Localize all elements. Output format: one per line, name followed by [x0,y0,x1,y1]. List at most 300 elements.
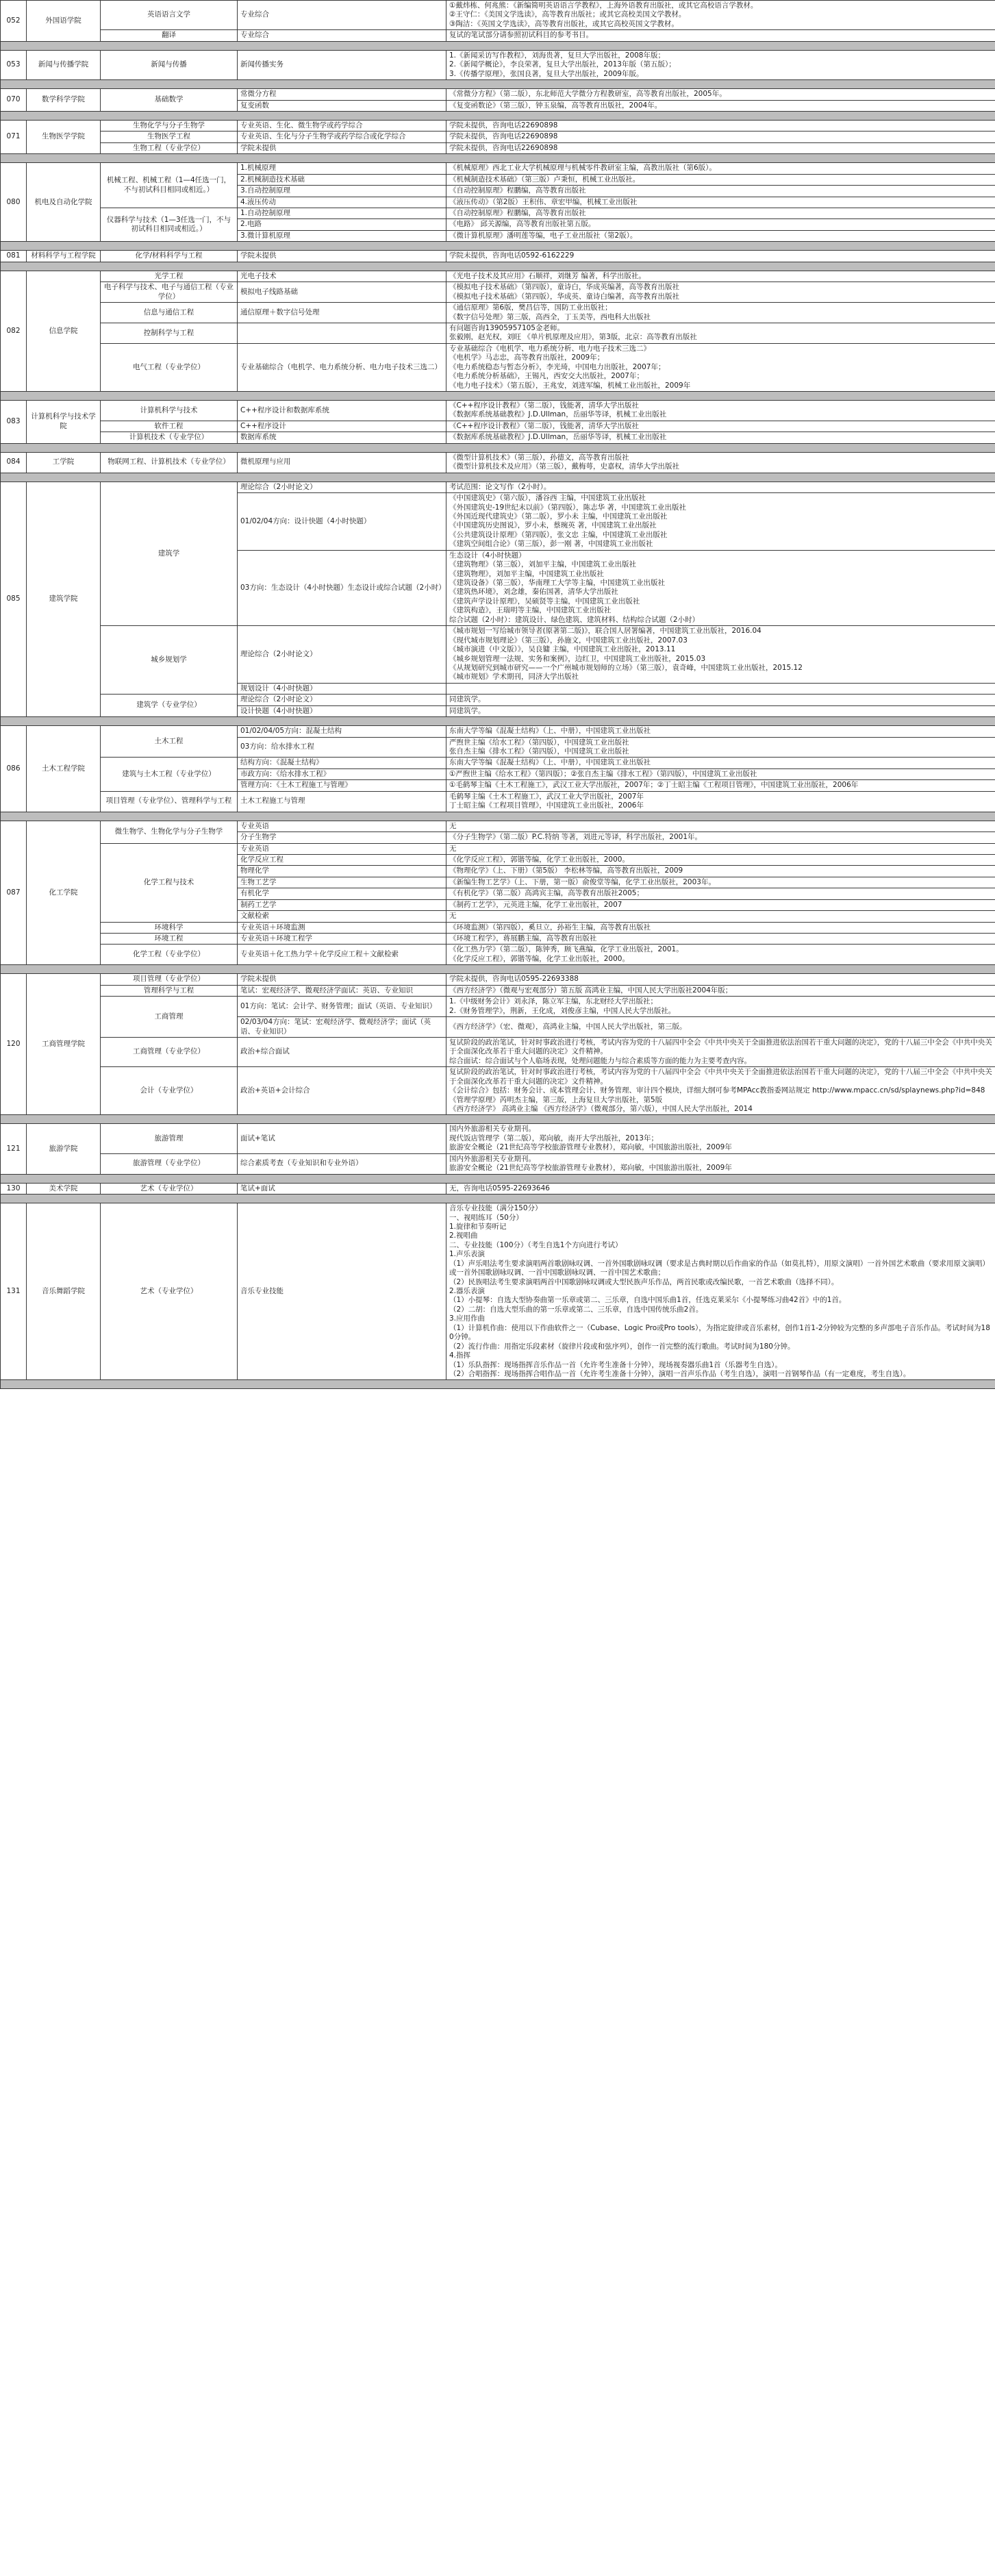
exam-subject-cell: 市政方向：《给水排水工程》 [238,768,446,779]
reference-books-cell [446,132,995,142]
reference-book-line: 《化学反应工程》，郭锴等编，化学工业出版社，2000。 [449,954,629,963]
reference-books-cell [446,985,995,996]
separator-cell [1,392,995,401]
reference-book-line: 东南大学等编《混凝土结构》（上、中册），中国建筑工业出版社 [449,727,651,736]
major-cell: 项目管理（专业学位）、管理科学与工程 [101,791,238,812]
reference-book-line: 《C++程序设计教程》（第二版），钱能著，清华大学出版社 [449,421,639,430]
reference-books-cell [446,432,995,443]
reference-book-line: 无，咨询电话0595-22693646 [449,1184,550,1192]
exam-subject-cell: 4.液压传动 [238,197,446,208]
reference-books-cell [446,89,995,100]
exam-subject-cell: 1.自动控制原理 [238,208,446,219]
major-cell: 计算机科学与技术 [101,401,238,421]
major-cell: 翻译 [101,30,238,41]
major-cell: 城乡规划学 [101,626,238,695]
reference-book-line: 《化工热力学》（第二版），陈钟秀，顾飞燕编，化学工业出版社，2001。 [449,945,683,954]
exam-subject-cell: 笔试：宏观经济学、微观经济学面试：英语、专业知识 [238,985,446,996]
reference-book-line: 《建筑热环境》，刘念雄，秦佑国著，清华大学出版社 [449,588,618,597]
major-cell: 化学/材料科学与工程 [101,251,238,262]
table-row [1,452,995,473]
reference-books-cell [446,911,995,922]
major-cell: 软件工程 [101,421,238,432]
college-code: 070 [1,89,27,112]
section-separator [1,1195,995,1203]
exam-subject-cell: 微机原理与应用 [238,452,446,473]
exam-subject-cell: 专业英语、生化与分子生物学或药学综合或化学综合 [238,132,446,142]
exam-subject-cell: 新闻传播实务 [238,50,446,79]
reference-book-line: 同建筑学。 [449,706,486,715]
college-name: 机电及自动化学院 [27,163,101,242]
exam-subject-cell: 3.自动控制原理 [238,186,446,197]
exam-subject-cell: 理论综合（2小时论文） [238,482,446,492]
reference-books-cell [446,705,995,716]
separator-cell [1,262,995,271]
reference-book-line: 学院未提供，咨询电话22690898 [449,121,558,129]
reference-books-cell [446,343,995,391]
reference-book-line: 一、视唱练耳（50分） [449,1213,523,1222]
section-separator [1,154,995,163]
college-code: 085 [1,482,27,717]
major-cell: 工商管理 [101,997,238,1038]
reference-book-line: 综合面试：综合面试与个人临场表现，处理问题能力与综合素质等方面的能力为主要考查内容。 [449,1056,751,1065]
reference-book-line: 3.应用作曲 [449,1314,486,1323]
reference-books-cell [446,452,995,473]
reference-book-line: 《模拟电子技术基础》（第四版），华成英、童诗白编著，高等教育出版社 [449,292,679,301]
table-row [1,758,995,768]
college-code: 071 [1,120,27,153]
reference-books-cell [446,821,995,831]
table-row [1,997,995,1017]
table-row [1,89,995,100]
reference-book-line: 《外国近现代建筑史》（第二版），罗小未 主编，中国建筑工业出版社 [449,512,668,521]
reference-book-line: 《中国建筑历史图说》，罗小未，蔡琬英 著，中国建筑工业出版社 [449,521,657,530]
college-code: 081 [1,251,27,262]
exam-subject-cell: 政治+综合面试 [238,1037,446,1066]
table-row [1,303,995,323]
reference-book-line: 生态设计（4小时快题） [449,551,526,560]
reference-book-line: 《建筑声学设计原理》，吴硕贤等主编，中国建筑工业出版社 [449,597,640,605]
exam-subject-cell: 专业基础综合（电机学、电力系统分析、电力电子技术三选二） [238,343,446,391]
major-cell: 物联网工程、计算机技术（专业学位） [101,452,238,473]
reference-book-line: 1.《中级财务会计》刘永泽，陈立军主编，东北财经大学出版社； [449,997,658,1006]
reference-book-line: （2）合唱指挥：现场指挥合唱作品一首（允许考生准备十分钟），演唱一首声乐作品（考生自选），演唱一首钢琴作品（有一定难度，考生自选）。 [449,1369,911,1378]
separator-cell [1,80,995,89]
exam-subject-cell: 生物工艺学 [238,877,446,888]
table-row [1,626,995,684]
exam-subject-cell: 管理方向：《土木工程施工与管理》 [238,780,446,791]
reference-books-cell [446,197,995,208]
table-row [1,945,995,965]
reference-book-line: 考试范围：论文写作（2小时）。 [449,482,551,491]
reference-book-line: （1）小提琴：自选大型协奏曲第一乐章或第二、三乐章，自选中国乐曲1首，任选克莱采尔《小提琴练习曲42首》中的1首。 [449,1296,846,1305]
table-row [1,271,995,282]
separator-cell [1,443,995,452]
reference-book-line: 《城乡规划管理一法规、实务和案例》，边红卫，中国建筑工业出版社，2015.03 [449,654,706,663]
college-code: 080 [1,163,27,242]
reference-book-line: 张毅刚，赵光权，刘旺 《单片机原理及应用》，第3版，北京：高等教育出版社 [449,333,697,342]
major-cell: 信息与通信工程 [101,303,238,323]
reference-books-cell [446,142,995,153]
reference-books-cell [446,737,995,758]
reference-book-line: 复试阶段的政治笔试，针对时事政治进行考核，考试内容为党的十八届四中全会《中共中央关于全面推进依法治国若干重大问题的决定》，党的十八届三中全会《中共中央关于全面深化改革若干重大问题的决定》文件精神。 [449,1038,992,1056]
section-separator [1,41,995,50]
reference-book-line: 《分子生物学》（第二版）P.C.特纳 等著，刘进元等译，科学出版社，2001年。 [449,833,703,842]
exam-subject-cell: 3.微计算机原理 [238,230,446,241]
table-row [1,401,995,421]
reference-book-line: 《现代城市规划理论》（第三版），孙施文，中国建筑工业出版社，2007.03 [449,636,688,645]
major-cell: 建筑学 [101,482,238,626]
reference-books-cell [446,230,995,241]
reference-book-line: 东南大学等编《混凝土结构》（上、中册），中国建筑工业出版社 [449,758,651,767]
table-row [1,120,995,131]
reference-book-line: 2.视唱曲 [449,1231,478,1240]
reference-books-cell [446,922,995,933]
reference-book-line: 《电力电子技术》（第五版），王兆安，刘进军编，机械工业出版社，2009年 [449,381,691,390]
reference-book-line: 2.《财务管理学》，荆新，王化成，刘俊彦主编，中国人民大学出版社。 [449,1006,676,1015]
reference-book-line: 《建筑空间组合论》（第三版），彭一刚 著，中国建筑工业出版社 [449,540,653,549]
reference-books-cell [446,832,995,843]
reference-books-cell [446,100,995,111]
exam-subject-cell: 数据库系统 [238,432,446,443]
section-separator [1,717,995,726]
exam-subject-cell: 分子生物学 [238,832,446,843]
table-row [1,934,995,945]
major-cell: 英语语言文学 [101,1,238,30]
reference-books-cell [446,1,995,30]
exam-subject-cell: 政治+英语+会计综合 [238,1067,446,1115]
major-cell: 环境科学 [101,922,238,933]
major-cell: 电子科学与技术、电子与通信工程（专业学位） [101,282,238,303]
reference-book-line: 有问题咨询13905957105金老师。 [449,323,564,332]
reference-book-line: 《电力系统稳态与暂态分析》，李光琦，中国电力出版社，2007年； [449,362,666,371]
exam-subject-cell: 学院未提供 [238,142,446,153]
reference-books-cell [446,163,995,174]
separator-cell [1,965,995,974]
table-row [1,50,995,79]
reference-books-cell [446,899,995,910]
reference-book-line: 《制药工艺学》，元英进主编，化学工业出版社，2007 [449,900,622,909]
reference-book-line: 《中国建筑史》（第六版），潘谷西 主编，中国建筑工业出版社 [449,494,646,503]
reference-book-line: 《复变函数论》（第三版），钟玉泉编，高等教育出版社，2004年。 [449,101,662,110]
major-cell: 工商管理（专业学位） [101,1037,238,1066]
table-row [1,163,995,174]
table-row [1,1183,995,1194]
exam-subject-cell: 1.机械原理 [238,163,446,174]
major-cell: 项目管理（专业学位） [101,974,238,985]
reference-book-line: 国内外旅游相关专业期刊。 [449,1154,536,1163]
reference-book-line: 《数字信号处理》第三版，高西全，丁玉美等，西电科大出版社 [449,312,651,321]
exam-subject-cell: 专业英语 [238,843,446,854]
college-code: 082 [1,271,27,391]
reference-book-line: 《物理化学》（上、下册）（第5版） 李松林等编，高等教育出版社，2009 [449,866,683,875]
reference-books-cell [446,1124,995,1153]
reference-books-cell [446,186,995,197]
exam-subject-cell: 专业英语 [238,821,446,831]
reference-book-line: 《城市规划》学术期刊，同济大学出版社 [449,673,579,681]
section-separator [1,443,995,452]
table-row [1,323,995,343]
exam-subject-cell: 有机化学 [238,888,446,899]
reference-books-cell [446,50,995,79]
reference-books-cell [446,1203,995,1380]
table-row [1,1067,995,1115]
major-cell: 基础数学 [101,89,238,112]
reference-books-cell [446,120,995,131]
reference-book-line: （1）声乐唱法考生要求演唱两首歌剧咏叹调、一首外国歌剧咏叹调（要求是古典时期以后作曲家的作品（如莫扎特），用原文演唱）一首外国艺术歌曲（要求用原文演唱）或一首外国歌剧咏叹调、一首中国歌剧咏叹调、一首中国艺术歌曲； [449,1259,990,1277]
exam-subject-cell: 设计快题（4小时快题） [238,705,446,716]
section-separator [1,262,995,271]
section-separator [1,80,995,89]
reference-books-cell [446,421,995,432]
college-name: 生物医学学院 [27,120,101,153]
major-cell: 环境工程 [101,934,238,945]
college-name: 材料科学与工程学院 [27,251,101,262]
college-code: 131 [1,1203,27,1380]
reference-book-line: 《新编生物工艺学》（上、下册，第一版）俞俊堂等编，化学工业出版社，2003年。 [449,877,716,886]
reference-book-line: 张自杰主编《排水工程》（第四版），中国建筑工业出版社 [449,747,629,755]
major-cell: 生物化学与分子生物学 [101,120,238,131]
college-name: 工商管理学院 [27,974,101,1115]
reference-books-cell [446,174,995,185]
reference-book-line: 复试阶段的政治笔试，针对时事政治进行考核，考试内容为党的十八届四中全会《中共中央关于全面推进依法治国若干重大问题的决定》，党的十八届三中全会《中共中央关于全面深化改革若干重大问题的决定》文件精神。 [449,1068,992,1086]
exam-subject-cell: 光电子技术 [238,271,446,282]
reference-book-line: 学院未提供，咨询电话0595-22693388 [449,975,579,984]
section-separator [1,965,995,974]
reference-book-line: 《建筑构造》，王瑞明等主编，中国建筑工业出版社 [449,606,612,615]
separator-cell [1,41,995,50]
reference-books-cell [446,1037,995,1066]
reference-book-line: 无 [449,821,457,830]
separator-cell [1,1380,995,1389]
table-row [1,974,995,985]
reference-books-cell [446,934,995,945]
reference-book-line: 《环境监测》（第四版），奚旦立，孙裕生主编，高等教育出版社 [449,923,651,931]
section-separator [1,392,995,401]
section-separator [1,473,995,482]
table-row [1,1153,995,1174]
reference-book-line: 现代饭店管理学（第二版），郑向敏，南开大学出版社，2013年； [449,1134,658,1142]
reference-books-cell [446,945,995,965]
exam-subject-cell: 理论综合（2小时论文） [238,626,446,684]
exam-subject-cell: 学院未提供 [238,251,446,262]
major-cell: 生物工程（专业学位） [101,142,238,153]
reference-books-cell [446,271,995,282]
exam-subject-cell: 专业英语、生化、微生物学或药学综合 [238,120,446,131]
table-row [1,821,995,831]
table-row [1,791,995,812]
college-name: 新闻与传播学院 [27,50,101,79]
reference-books-cell [446,282,995,303]
reference-book-line: 《电路》 邱关源编，高等教育出版社第五版。 [449,220,596,229]
reference-books-cell [446,550,995,626]
reference-book-line: 《管理学原理》芮明杰主编，第三版，上海复旦大学出版社，第5版 [449,1095,663,1104]
section-separator [1,242,995,251]
exam-subject-cell: 03方向：生态设计（4小时快题）生态设计或综合试题（2小时） [238,550,446,626]
reference-book-line: 《会计综合》包括：财务会计、成本管理会计、财务管理、审计四个模块，详细大纲可参考MPAcc教指委网站规定 http://www.mpacc.cn/sd/splaynews.php?id=848 [449,1086,985,1095]
reference-books-cell [446,1183,995,1194]
exam-subject-cell: 复变函数 [238,100,446,111]
reference-books-cell [446,1153,995,1174]
major-cell: 新闻与传播 [101,50,238,79]
college-name: 化工学院 [27,821,101,965]
separator-cell [1,1174,995,1183]
major-cell: 旅游管理 [101,1124,238,1153]
exam-subject-cell: 2.电路 [238,219,446,230]
college-name: 计算机科学与技术学院 [27,401,101,444]
table-row [1,726,995,737]
reference-books-cell [446,303,995,323]
reference-book-line: ②王守仁：《美国文学选读》，高等教育出版社；或其它高校美国文学教材。 [449,10,686,19]
reference-book-line: 《数据库系统基础教程》J.D.Ullman，岳丽华等译，机械工业出版社 [449,410,667,419]
exam-subject-cell: 通信原理＋数字信号处理 [238,303,446,323]
reference-book-line: 严煦世主编《给水工程》（第四版），中国建筑工业出版社 [449,738,629,747]
reference-book-line: 《常微分方程》（第二版），东北师范大学微分方程教研室，高等教育出版社，2005年。 [449,90,727,99]
major-cell: 旅游管理（专业学位） [101,1153,238,1174]
major-cell: 管理科学与工程 [101,985,238,996]
exam-subject-cell: 专业英语＋化工热力学＋化学反应工程＋文献检索 [238,945,446,965]
reference-book-line: 综合试题（2小时）：建筑设计、绿色建筑、建筑材料、结构综合试题（2小时） [449,615,700,624]
reference-book-line: 《城市演进（中文版）》，吴良镛 主编，中国建筑工业出版社，2013.11 [449,645,676,654]
reference-books-cell [446,695,995,705]
reference-book-line: 《从规划研究到城市研究——一个广州城市规划师的立场》（第三版），袁奇峰，中国建筑工业出版社，2015.12 [449,663,803,672]
reference-book-line: 《机械制造技术基础》（第三版）卢秉恒，机械工业出版社。 [449,175,640,184]
college-name: 外国语学院 [27,1,101,42]
college-code: 053 [1,50,27,79]
reference-book-line: 《自动控制原理》程鹏编，高等教育出版社 [449,209,586,217]
reference-book-line: 《化学反应工程》，郭锴等编，化学工业出版社，2000。 [449,855,629,864]
reference-book-line: 1.旋律和节奏听记 [449,1222,507,1231]
section-separator [1,812,995,821]
major-cell: 艺术（专业学位） [101,1183,238,1194]
exam-subject-cell: C++程序设计和数据库系统 [238,401,446,421]
college-name: 信息学院 [27,271,101,391]
section-separator [1,111,995,120]
reference-book-line: 学院未提供，咨询电话22690898 [449,132,558,141]
exam-subject-cell: 01/02/04方向：设计快题（4小时快题） [238,493,446,551]
table-row [1,432,995,443]
reference-book-line: 《公共建筑设计原理》（第四版），张文忠 主编，中国建筑工业出版社 [449,530,668,539]
section-separator [1,1174,995,1183]
reference-book-line: 《城市规划一写给城市领导者(原著第二版)》，联合国人居署编著，中国建筑工业出版社，2016.04 [449,627,761,636]
reference-books-cell [446,493,995,551]
reference-book-line: 《电机学》马志忠，高等教育出版社，2009年； [449,353,605,362]
reference-book-line: 无 [449,844,457,853]
college-code: 087 [1,821,27,965]
reference-book-line: 旅游安全概论（21世纪高等学校旅游管理专业教材），郑向敏，中国旅游出版社，2009年 [449,1143,732,1152]
separator-cell [1,154,995,163]
major-cell: 化学工程（专业学位） [101,945,238,965]
table-row [1,132,995,142]
college-code: 084 [1,452,27,473]
table-row [1,1,995,30]
exam-subject-cell: 物理化学 [238,866,446,877]
reference-books-cell [446,974,995,985]
table-row [1,30,995,41]
exam-subject-cell: 专业综合 [238,30,446,41]
reference-books-cell [446,854,995,865]
reference-book-line: 《微型计算机技术》（第三版），孙德文，高等教育出版社 [449,453,629,462]
exam-subject-cell: 02/03/04方向：笔试：宏观经济学、微观经济学；面试（英语、专业知识） [238,1017,446,1038]
reference-books-cell [446,877,995,888]
reference-books-cell [446,219,995,230]
college-code: 052 [1,1,27,42]
reference-book-line: 丁士昭主编《工程项目管理》，中国建筑工业出版社，2006年 [449,801,644,810]
table-row [1,343,995,391]
reference-book-line: 《建筑设备》（第三版），华南理工大学等主编，中国建筑工业出版社 [449,579,665,587]
section-separator [1,1115,995,1124]
exam-subject-cell: 制药工艺学 [238,899,446,910]
exam-subject-cell [238,323,446,343]
reference-books-cell [446,768,995,779]
reference-books-cell [446,888,995,899]
table-row [1,1203,995,1380]
reference-book-line: 2.器乐表演 [449,1287,486,1295]
reference-books-cell [446,1017,995,1038]
reference-books-cell [446,30,995,41]
college-name: 建筑学院 [27,482,101,717]
table-row [1,1037,995,1066]
separator-cell [1,1115,995,1124]
reference-book-line: 《光电子技术及其应用》石顺祥，刘继芳 编著，科学出版社。 [449,271,646,280]
reference-book-line: （2）流行作曲：用指定乐段素材（旋律片段或和弦序列），创作一首完整的流行歌曲。考试时间为180分钟。 [449,1342,795,1351]
reference-book-line: 2.《新闻学概论》，李良荣著，复旦大学出版社，2013年版（第五版）； [449,60,676,69]
major-cell: 建筑学（专业学位） [101,695,238,717]
major-cell: 控制科学与工程 [101,323,238,343]
college-code: 120 [1,974,27,1115]
table-row [1,985,995,996]
college-name: 旅游学院 [27,1124,101,1174]
reference-book-line: （1）乐队指挥：现场指挥音乐作品一首（允许考生准备十分钟），现场视奏器乐曲1首（乐器考生自选）。 [449,1360,782,1369]
reference-book-line: ①严煦世主编《给水工程》（第四版）；②张自杰主编《排水工程》（第四版），中国建筑工业出版社 [449,769,757,778]
reference-book-line: 3.《传播学原理》，张国良著，复旦大学出版社，2009年版。 [449,69,644,78]
major-cell: 土木工程 [101,726,238,758]
reference-book-line: 《微计算机原理》潘明莲等编，电子工业出版社（第2版）。 [449,231,638,240]
reference-books-cell [446,1067,995,1115]
college-code: 130 [1,1183,27,1194]
reference-book-line: 《通信原理》第6版，樊昌信等，国防工业出版社； [449,303,612,312]
reference-book-line: 《数据库系统基础教程》J.D.Ullman，岳丽华等译，机械工业出版社 [449,433,667,442]
separator-cell [1,717,995,726]
reference-book-line: 国内外旅游相关专业期刊。 [449,1125,536,1134]
exam-subject-cell: C++程序设计 [238,421,446,432]
reference-books-cell [446,791,995,812]
exam-subject-cell: 学院未提供 [238,974,446,985]
reference-book-line: （1）计算机作曲：使用以下作曲软件之一（Cubase、Logic Pro或Pro tools），为指定旋律或音乐素材，创作1首1-2分钟较为完整的多声部电子音乐作品。考试时间为180分钟。 [449,1323,990,1342]
reference-book-line: 《西方经济学》 高鸿业主编 《西方经济学》（微观部分，第六版），中国人民大学出版社，2014 [449,1105,753,1113]
table-row [1,208,995,219]
reference-book-line: 《液压传动》（第2版）王积伟、章宏甲编，机械工业出版社 [449,197,638,206]
reference-book-line: （2）二胡：自选大型乐曲的第一乐章或第二、三乐章，自选中国传统乐曲2首。 [449,1305,703,1314]
college-name: 工学院 [27,452,101,473]
college-code: 121 [1,1124,27,1174]
section-separator [1,1380,995,1389]
reference-book-line: ①戴炜栋、何兆熊：《新编简明英语语言学教程》，上海外语教育出版社，或其它高校语言学教材。 [449,1,758,10]
reference-book-line: 《微型计算机技术及应用》（第三版），戴梅萼，史嘉权，清华大学出版社 [449,462,679,471]
reference-books-cell [446,626,995,684]
reference-book-line: 《外国建筑史-19世纪末以前》（第四版），陈志华 著，中国建筑工业出版社 [449,503,686,512]
college-code: 086 [1,726,27,812]
table-row [1,1124,995,1153]
exam-subject-cell: 规划设计（4小时快题） [238,683,446,694]
reference-books-cell [446,251,995,262]
separator-cell [1,111,995,120]
reference-book-line: 《有机化学》（第二版）高鸿宾主编，高等教育出版社2005； [449,889,644,898]
reference-book-line: 《西方经济学》（微观与宏观部分）第五版 高鸿业主编，中国人民大学出版社2004年版； [449,986,733,995]
exam-subject-cell: 文献检索 [238,911,446,922]
reference-book-line: 《电力系统分析基础》，王锡凡，西安交大出版社，2007年； [449,372,644,381]
reference-book-line: （2）民族唱法考生要求演唱两首中国歌剧咏叹调或大型民族声乐作品，两首民歌或改编民歌，一首艺术歌曲（选择不同）。 [449,1277,839,1286]
table-row [1,482,995,492]
